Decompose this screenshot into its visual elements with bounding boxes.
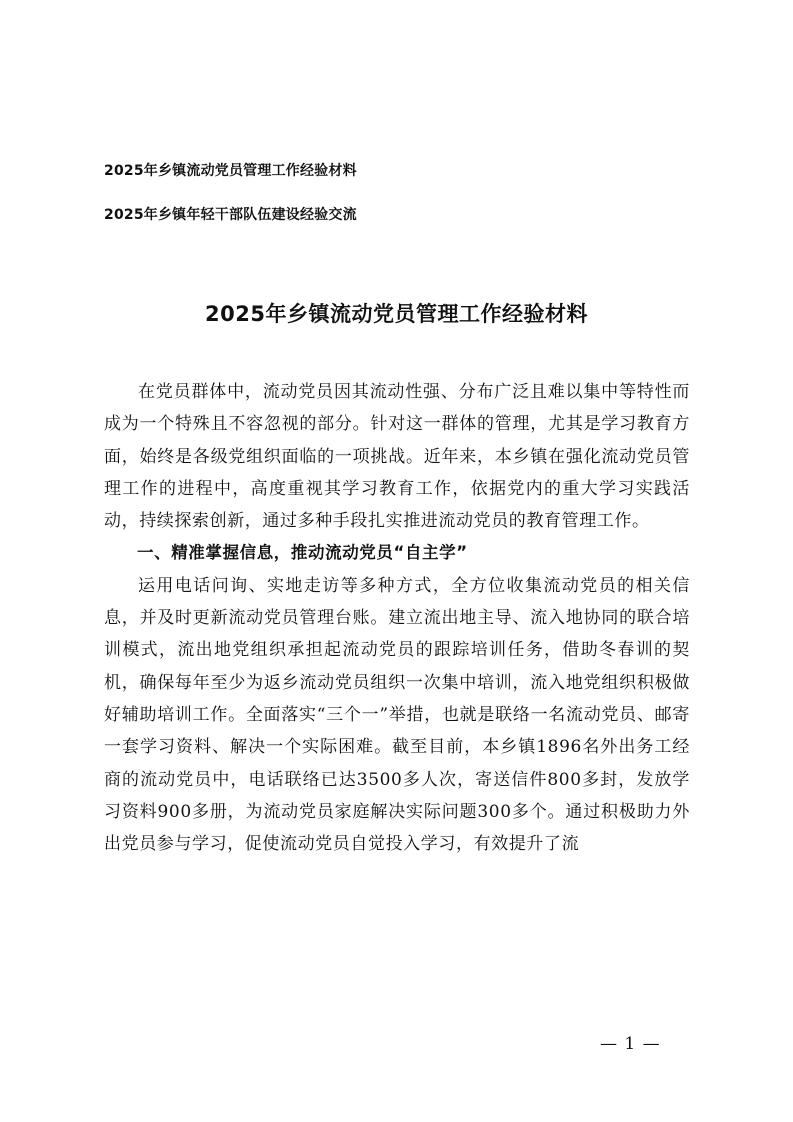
page-number: — 1 —	[600, 1034, 661, 1054]
intro-paragraph: 在党员群体中，流动党员因其流动性强、分布广泛且难以集中等特性而成为一个特殊且不容忽视的部分。针对这一群体的管理，尤其是学习教育方面，始终是各级党组织面临的一项挑战。近年来，本乡镇在强化流动党员管理工作的进程中，高度重视其学习教育工作，依据党内的重大学习实践活动，持续探索创新，通过多种手段扎实推进流动党员的教育管理工作。	[104, 382, 690, 532]
toc-entry-2[interactable]: 2025年乡镇年轻干部队伍建设经验交流	[104, 207, 357, 223]
document-title: 2025年乡镇流动党员管理工作经验材料	[205, 302, 588, 326]
document-body	[104, 376, 690, 860]
section-1-heading: 一、精准掌握信息，推动流动党员“自主学”	[137, 543, 468, 563]
toc-entry-1[interactable]: 2025年乡镇流动党员管理工作经验材料	[104, 163, 357, 179]
section-1-paragraph: 运用电话问询、实地走访等多种方式，全方位收集流动党员的相关信息，并及时更新流动党员管理台账。建立流出地主导、流入地协同的联合培训模式，流出地党组织承担起流动党员的跟踪培训任务，借助冬春训的契机，确保每年至少为返乡流动党员组织一次集中培训，流入地党组织积极做好辅助培训工作。全面落实“三个一”举措，也就是联络一名流动党员、邮寄一套学习资料、解决一个实际困难。截至目前，本乡镇1896名外出务工经商的流动党员中，电话联络已达3500多人次，寄送信件800多封，发放学习资料900多册，为流动党员家庭解决实际问题300多个。通过积极助力外出党员参与学习，促使流动党员自觉投入学习，有效提升了流	[104, 575, 690, 855]
